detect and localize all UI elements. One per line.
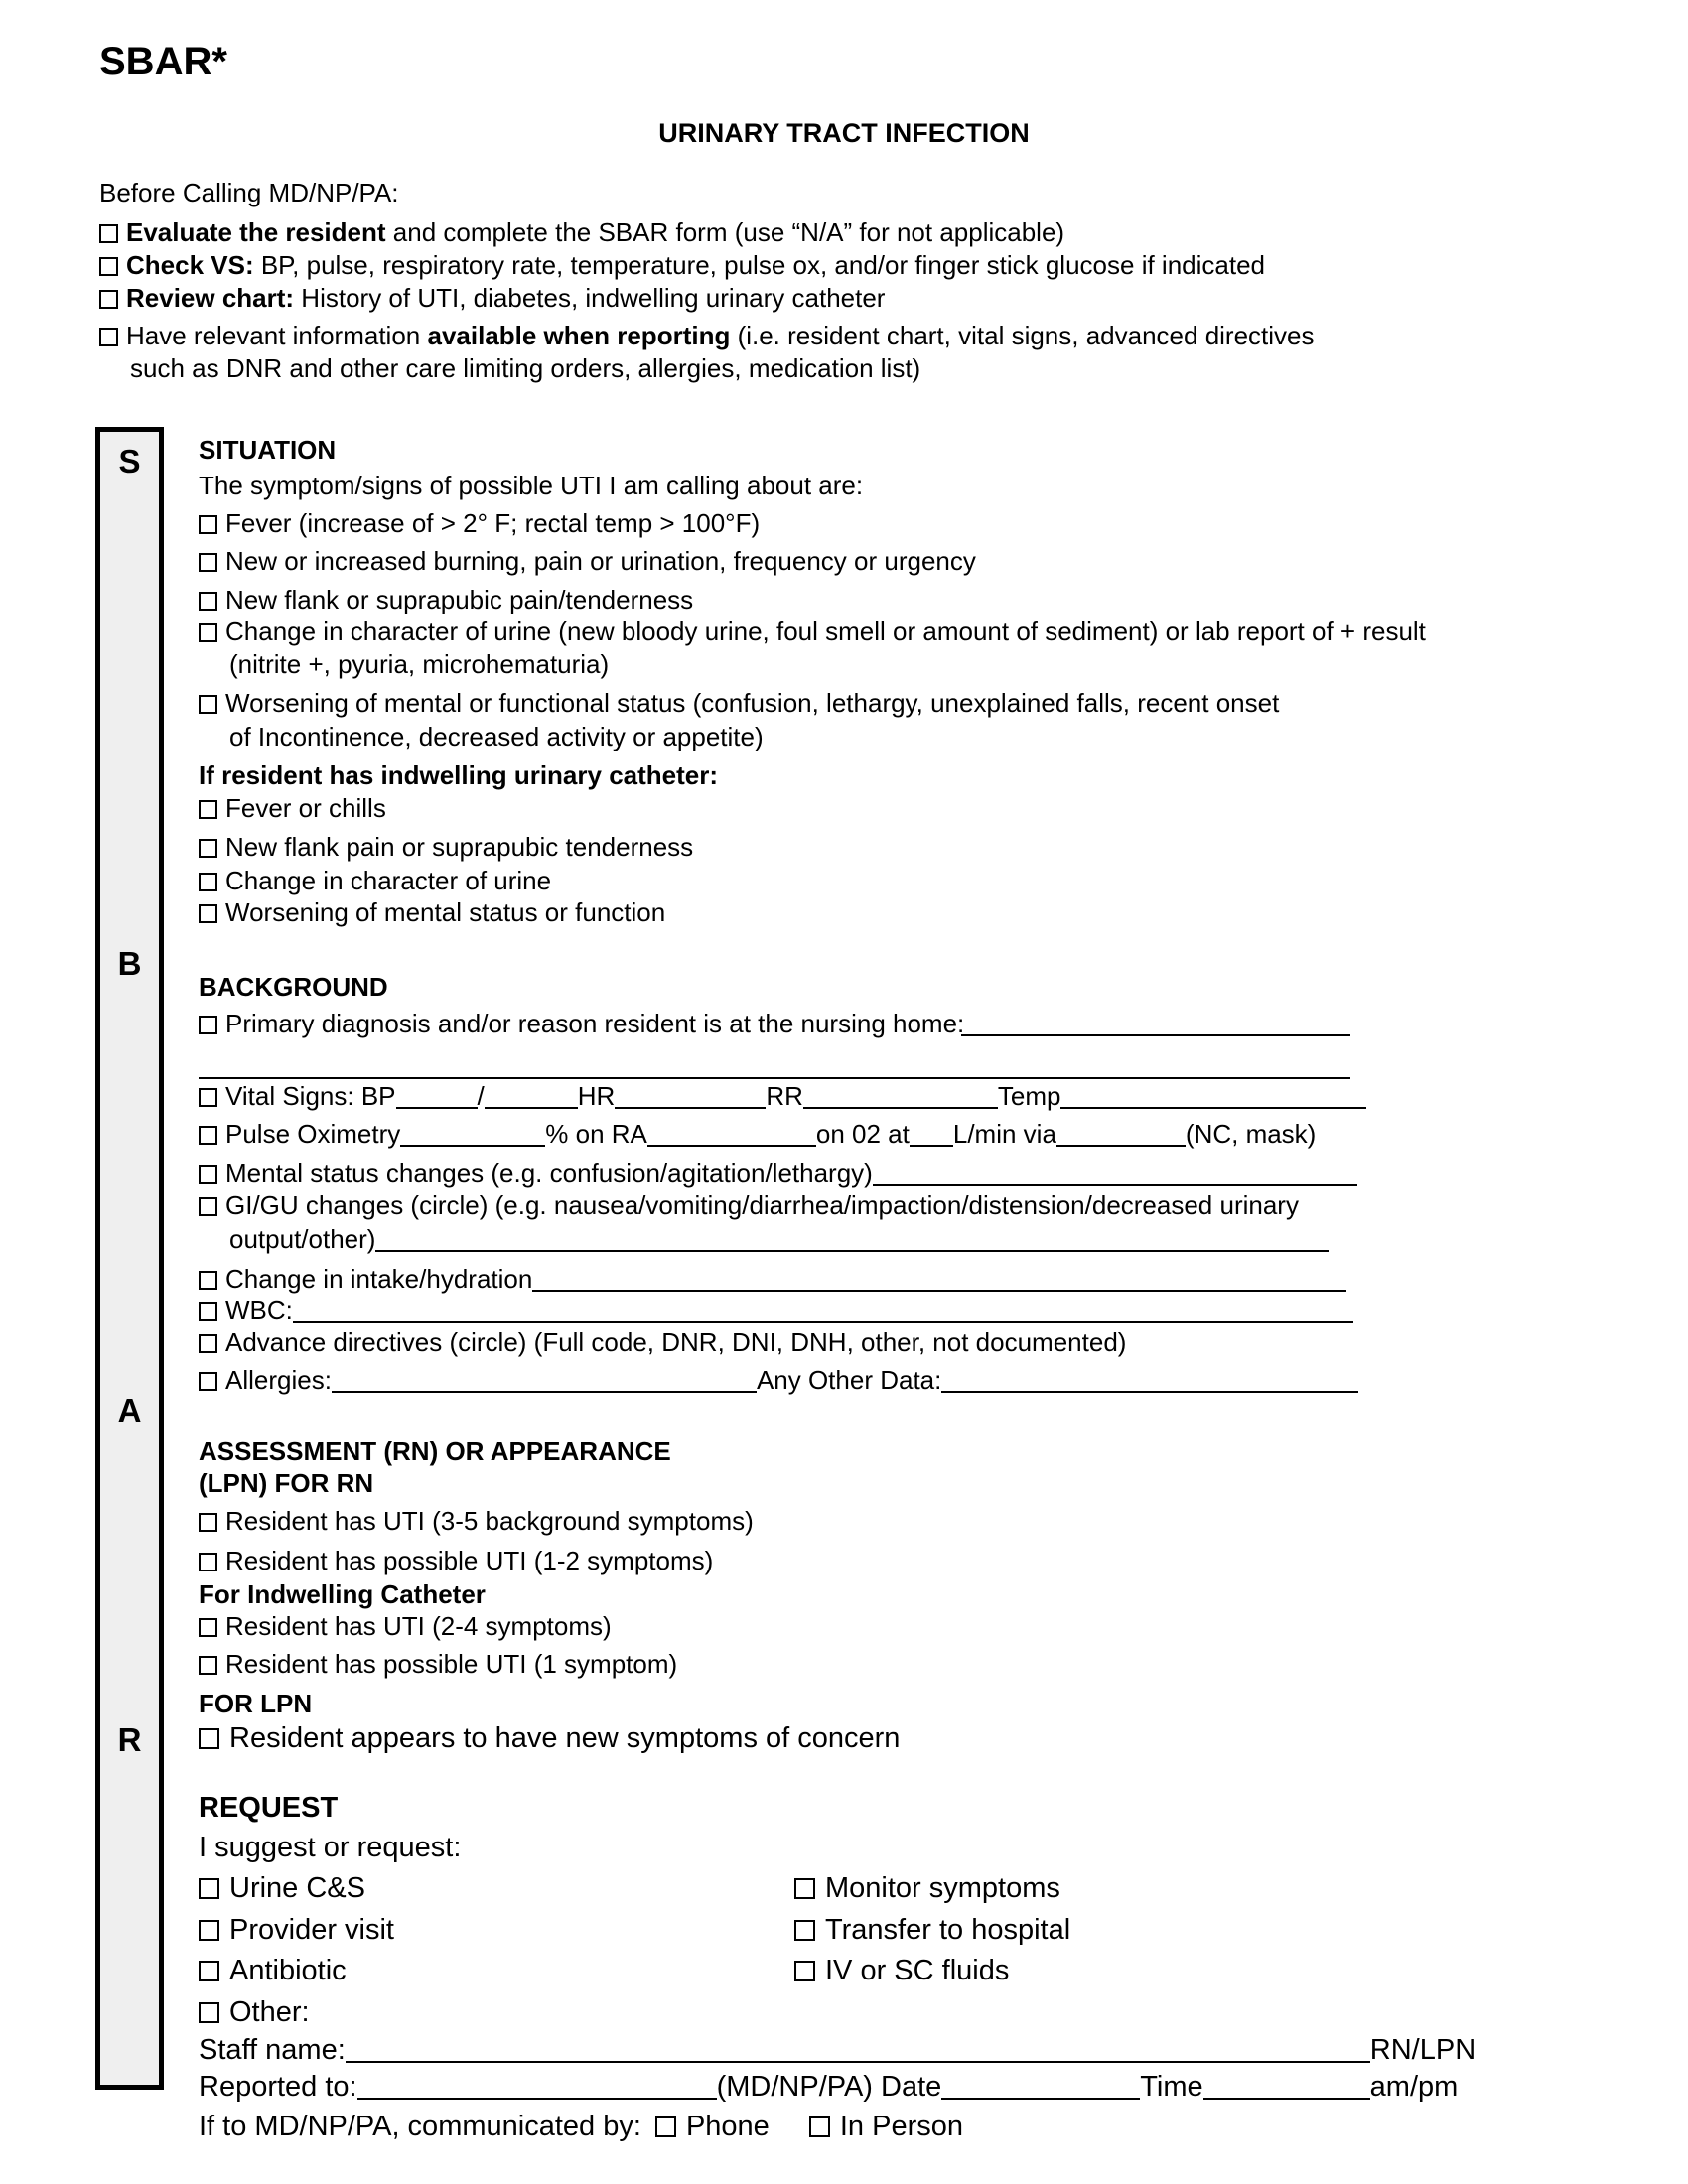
- rr-blank[interactable]: [803, 1081, 998, 1109]
- before-calling-item: Evaluate the resident and complete the SBAR form (use “N/A” for not applicable): [99, 216, 1064, 248]
- mental-status-blank[interactable]: [873, 1159, 1357, 1186]
- situation-intro: The symptom/signs of possible UTI I am calling about are:: [199, 471, 864, 500]
- request-intro: I suggest or request:: [199, 1832, 462, 1863]
- checkbox[interactable]: [794, 1878, 815, 1899]
- catheter-item: Worsening of mental status or function: [199, 896, 665, 928]
- background-heading: BACKGROUND: [199, 972, 388, 1002]
- staff-name-blank[interactable]: [346, 2035, 1370, 2063]
- allergies-field: Allergies: Any Other Data:: [199, 1364, 1358, 1396]
- vital-signs-field: Vital Signs: BP / HR RR Temp: [199, 1080, 1366, 1112]
- checkbox[interactable]: [199, 1088, 217, 1107]
- before-calling-item-cont: such as DNR and other care limiting orders, allergies, medication list): [130, 353, 921, 383]
- other-data-blank[interactable]: [941, 1365, 1358, 1393]
- checkbox[interactable]: [199, 1016, 217, 1034]
- situation-item-cont: (nitrite +, pyuria, microhematuria): [229, 649, 610, 679]
- checkbox[interactable]: [199, 904, 217, 923]
- checkbox[interactable]: [199, 592, 217, 611]
- date-blank[interactable]: [941, 2072, 1140, 2100]
- gigu-field: GI/GU changes (circle) (e.g. nausea/vomiting/diarrhea/impaction/distension/decreased urinary: [199, 1189, 1299, 1221]
- form-subtitle: URINARY TRACT INFECTION: [658, 118, 1030, 148]
- checkbox[interactable]: [199, 1618, 217, 1637]
- request-heading: REQUEST: [199, 1792, 339, 1824]
- checkbox[interactable]: [199, 1197, 217, 1216]
- checkbox[interactable]: [199, 1656, 217, 1675]
- sidebar-letter-a: A: [117, 1392, 142, 1429]
- catheter-item: Fever or chills: [199, 792, 386, 824]
- checkbox[interactable]: [199, 1513, 217, 1532]
- phone-checkbox[interactable]: [655, 2116, 676, 2137]
- primary-dx-line[interactable]: [961, 1034, 1350, 1036]
- catheter-heading: If resident has indwelling urinary catheter:: [199, 760, 719, 790]
- communicated-by-field: If to MD/NP/PA, communicated by: Phone In Person: [199, 2111, 964, 2142]
- situation-item: Worsening of mental or functional status (confusion, lethargy, unexplained falls, recent onset: [199, 687, 1279, 719]
- situation-item: New or increased burning, pain or urination, frequency or urgency: [199, 545, 976, 577]
- request-option: Other:: [199, 1994, 310, 2030]
- assessment-heading-2: (LPN) FOR RN: [199, 1468, 374, 1498]
- sidebar-letter-r: R: [117, 1721, 142, 1758]
- checkbox[interactable]: [99, 224, 118, 243]
- allergies-blank[interactable]: [332, 1365, 757, 1393]
- sidebar-letter-s: S: [118, 443, 141, 479]
- checkbox[interactable]: [199, 839, 217, 858]
- checkbox[interactable]: [199, 1372, 217, 1391]
- pulse-ox-blank[interactable]: [400, 1119, 545, 1147]
- catheter-item: Change in character of urine: [199, 865, 551, 896]
- o2-via-blank[interactable]: [1056, 1119, 1186, 1147]
- checkbox[interactable]: [794, 1961, 815, 1981]
- situation-item: Fever (increase of > 2° F; rectal temp > 100°F): [199, 507, 760, 539]
- lpn-item: Resident appears to have new symptoms of concern: [199, 1720, 900, 1756]
- wbc-field: WBC:: [199, 1295, 1353, 1326]
- situation-item: Change in character of urine (new bloody urine, foul smell or amount of sediment) or lab report of + result: [199, 615, 1426, 647]
- gigu-field-cont: output/other): [229, 1223, 1329, 1255]
- request-option: Provider visit: [199, 1912, 394, 1948]
- checkbox[interactable]: [99, 290, 118, 309]
- situation-item-cont: of Incontinence, decreased activity or appetite): [229, 722, 764, 751]
- sbar-sidebar: [95, 427, 164, 2090]
- before-calling-item: Review chart: History of UTI, diabetes, indwelling urinary catheter: [99, 282, 885, 314]
- before-calling-item: Check VS: BP, pulse, respiratory rate, temperature, pulse ox, and/or finger stick glucose if indicated: [99, 249, 1265, 281]
- assessment-item: Resident has possible UTI (1 symptom): [199, 1648, 677, 1680]
- request-option: Antibiotic: [199, 1953, 347, 1988]
- in-person-checkbox[interactable]: [809, 2116, 830, 2137]
- reported-to-blank[interactable]: [357, 2072, 717, 2100]
- catheter-item: New flank pain or suprapubic tenderness: [199, 831, 693, 863]
- assessment-item: Resident has UTI (3-5 background symptoms): [199, 1505, 754, 1537]
- bp-systolic-blank[interactable]: [396, 1081, 478, 1109]
- primary-dx-field: Primary diagnosis and/or reason resident is at the nursing home:: [199, 1008, 964, 1039]
- pulse-ox-field: Pulse Oximetry % on RA on 02 at L/min via (NC, mask): [199, 1118, 1316, 1150]
- situation-item: New flank or suprapubic pain/tenderness: [199, 584, 693, 615]
- situation-heading: SITUATION: [199, 435, 337, 465]
- staff-name-field: Staff name: RN/LPN: [199, 2034, 1477, 2066]
- checkbox[interactable]: [199, 1271, 217, 1290]
- checkbox[interactable]: [199, 553, 217, 572]
- checkbox[interactable]: [199, 873, 217, 891]
- request-option: Urine C&S: [199, 1870, 365, 1906]
- assessment-heading: ASSESSMENT (RN) OR APPEARANCE: [199, 1436, 671, 1466]
- advance-directives-field: Advance directives (circle) (Full code, DNR, DNI, DNH, other, not documented): [199, 1326, 1126, 1358]
- lpn-heading: FOR LPN: [199, 1689, 313, 1718]
- request-option: Monitor symptoms: [794, 1870, 1060, 1906]
- request-option: IV or SC fluids: [794, 1953, 1009, 1988]
- sidebar-letter-b: B: [117, 945, 142, 982]
- checkbox[interactable]: [199, 623, 217, 642]
- gigu-blank[interactable]: [375, 1224, 1329, 1252]
- checkbox[interactable]: [199, 1878, 219, 1899]
- checkbox[interactable]: [199, 1302, 217, 1321]
- checkbox[interactable]: [199, 2002, 219, 2023]
- checkbox[interactable]: [99, 328, 118, 346]
- reported-to-field: Reported to: (MD/NP/PA) Date Time am/pm: [199, 2071, 1459, 2103]
- time-blank[interactable]: [1203, 2072, 1370, 2100]
- wbc-blank[interactable]: [293, 1296, 1353, 1323]
- primary-dx-line-2[interactable]: [199, 1077, 1350, 1079]
- intake-field: Change in intake/hydration: [199, 1263, 1346, 1295]
- request-option: Transfer to hospital: [794, 1912, 1070, 1948]
- catheter-assessment-heading: For Indwelling Catheter: [199, 1579, 486, 1609]
- temp-blank[interactable]: [1060, 1081, 1366, 1109]
- bp-diastolic-blank[interactable]: [485, 1081, 578, 1109]
- assessment-item: Resident has UTI (2-4 symptoms): [199, 1610, 612, 1642]
- checkbox[interactable]: [199, 515, 217, 534]
- before-calling-item: Have relevant information available when reporting (i.e. resident chart, vital signs, advanced directives: [99, 320, 1315, 351]
- intake-blank[interactable]: [532, 1264, 1346, 1292]
- checkbox[interactable]: [794, 1920, 815, 1941]
- page-title: SBAR*: [99, 40, 227, 83]
- checkbox[interactable]: [199, 1165, 217, 1184]
- hr-blank[interactable]: [615, 1081, 766, 1109]
- checkbox[interactable]: [199, 1728, 219, 1749]
- checkbox[interactable]: [199, 800, 217, 819]
- checkbox[interactable]: [199, 695, 217, 714]
- mental-status-field: Mental status changes (e.g. confusion/agitation/lethargy): [199, 1158, 1357, 1189]
- checkbox[interactable]: [99, 257, 118, 276]
- o2-rate-blank[interactable]: [910, 1119, 953, 1147]
- before-calling-label: Before Calling MD/NP/PA:: [99, 178, 399, 207]
- assessment-item: Resident has possible UTI (1-2 symptoms): [199, 1545, 713, 1576]
- checkbox[interactable]: [199, 1961, 219, 1981]
- checkbox[interactable]: [199, 1334, 217, 1353]
- checkbox[interactable]: [199, 1920, 219, 1941]
- checkbox[interactable]: [199, 1126, 217, 1145]
- ra-blank[interactable]: [647, 1119, 816, 1147]
- checkbox[interactable]: [199, 1553, 217, 1571]
